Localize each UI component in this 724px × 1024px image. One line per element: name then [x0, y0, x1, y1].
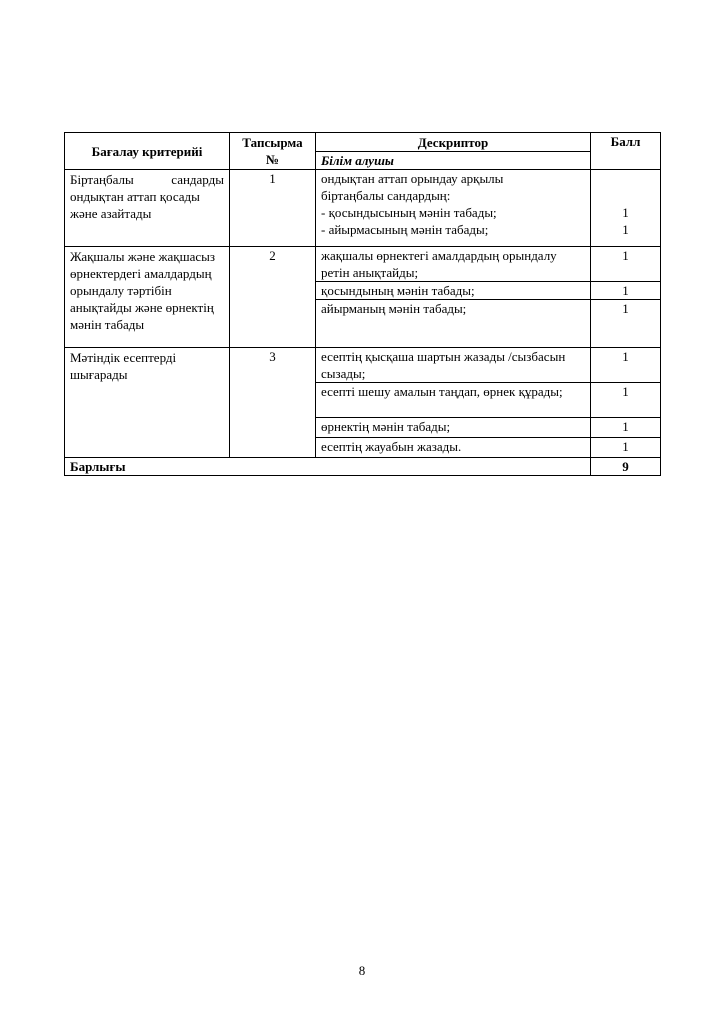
- header-criterion: Бағалау критерийі: [65, 133, 230, 170]
- descriptor-cell: қосындының мәнін табады;: [316, 282, 591, 300]
- score-cell: [591, 170, 661, 247]
- assessment-rubric-table: [64, 132, 661, 476]
- descriptor-cell: есепті шешу амалын таңдап, өрнек құрады;: [316, 383, 591, 418]
- header-descriptor-subtitle: Білім алушы: [316, 152, 591, 170]
- descriptor-cell: есептің жауабын жазады.: [316, 438, 591, 458]
- descriptor-line: - айырмасының мәнін табады;: [321, 222, 489, 237]
- header-descriptor: Дескриптор: [316, 133, 591, 152]
- criterion-text-rest: ондықтан аттап қосады және азайтады: [70, 189, 200, 221]
- score-cell: 1: [591, 418, 661, 438]
- criterion-cell: Жақшалы және жақшасыз өрнектердегі амалдардың орындалу тәртібін анықтайды және өрнектің мәнін табады: [65, 247, 230, 348]
- score-value: 1: [622, 205, 629, 220]
- header-task-number: Тапсырма №: [230, 133, 316, 170]
- score-cell: 1: [591, 247, 661, 282]
- task-number-cell: 2: [230, 247, 316, 348]
- criterion-cell: Мәтіндік есептерді шығарады: [65, 348, 230, 458]
- task-number-cell: 1: [230, 170, 316, 247]
- page-number: 8: [358, 963, 366, 978]
- total-label: Барлығы: [65, 458, 591, 476]
- descriptor-cell: жақшалы өрнектегі амалдардың орындалу ретін анықтайды;: [316, 247, 591, 282]
- descriptor-cell: есептің қысқаша шартын жазады /сызбасын сызады;: [316, 348, 591, 383]
- task-number-cell: 3: [230, 348, 316, 458]
- score-cell: 1: [591, 348, 661, 383]
- score-cell: 1: [591, 282, 661, 300]
- descriptor-cell: айырманың мәнін табады;: [316, 300, 591, 348]
- header-score: Балл: [591, 133, 661, 170]
- score-cell: 1: [591, 438, 661, 458]
- total-score: 9: [591, 458, 661, 476]
- score-cell: 1: [591, 383, 661, 418]
- score-cell: 1: [591, 300, 661, 348]
- score-value: 1: [622, 222, 629, 237]
- descriptor-line: - қосындысының мәнін табады;: [321, 205, 497, 220]
- criterion-cell: [65, 170, 230, 247]
- descriptor-cell: [316, 170, 591, 247]
- descriptor-line: ондықтан аттап орындау арқылы: [321, 171, 504, 186]
- criterion-text-line1: Біртаңбалы сандарды: [70, 172, 224, 187]
- descriptor-line: біртаңбалы сандардың:: [321, 188, 451, 203]
- descriptor-cell: өрнектің мәнін табады;: [316, 418, 591, 438]
